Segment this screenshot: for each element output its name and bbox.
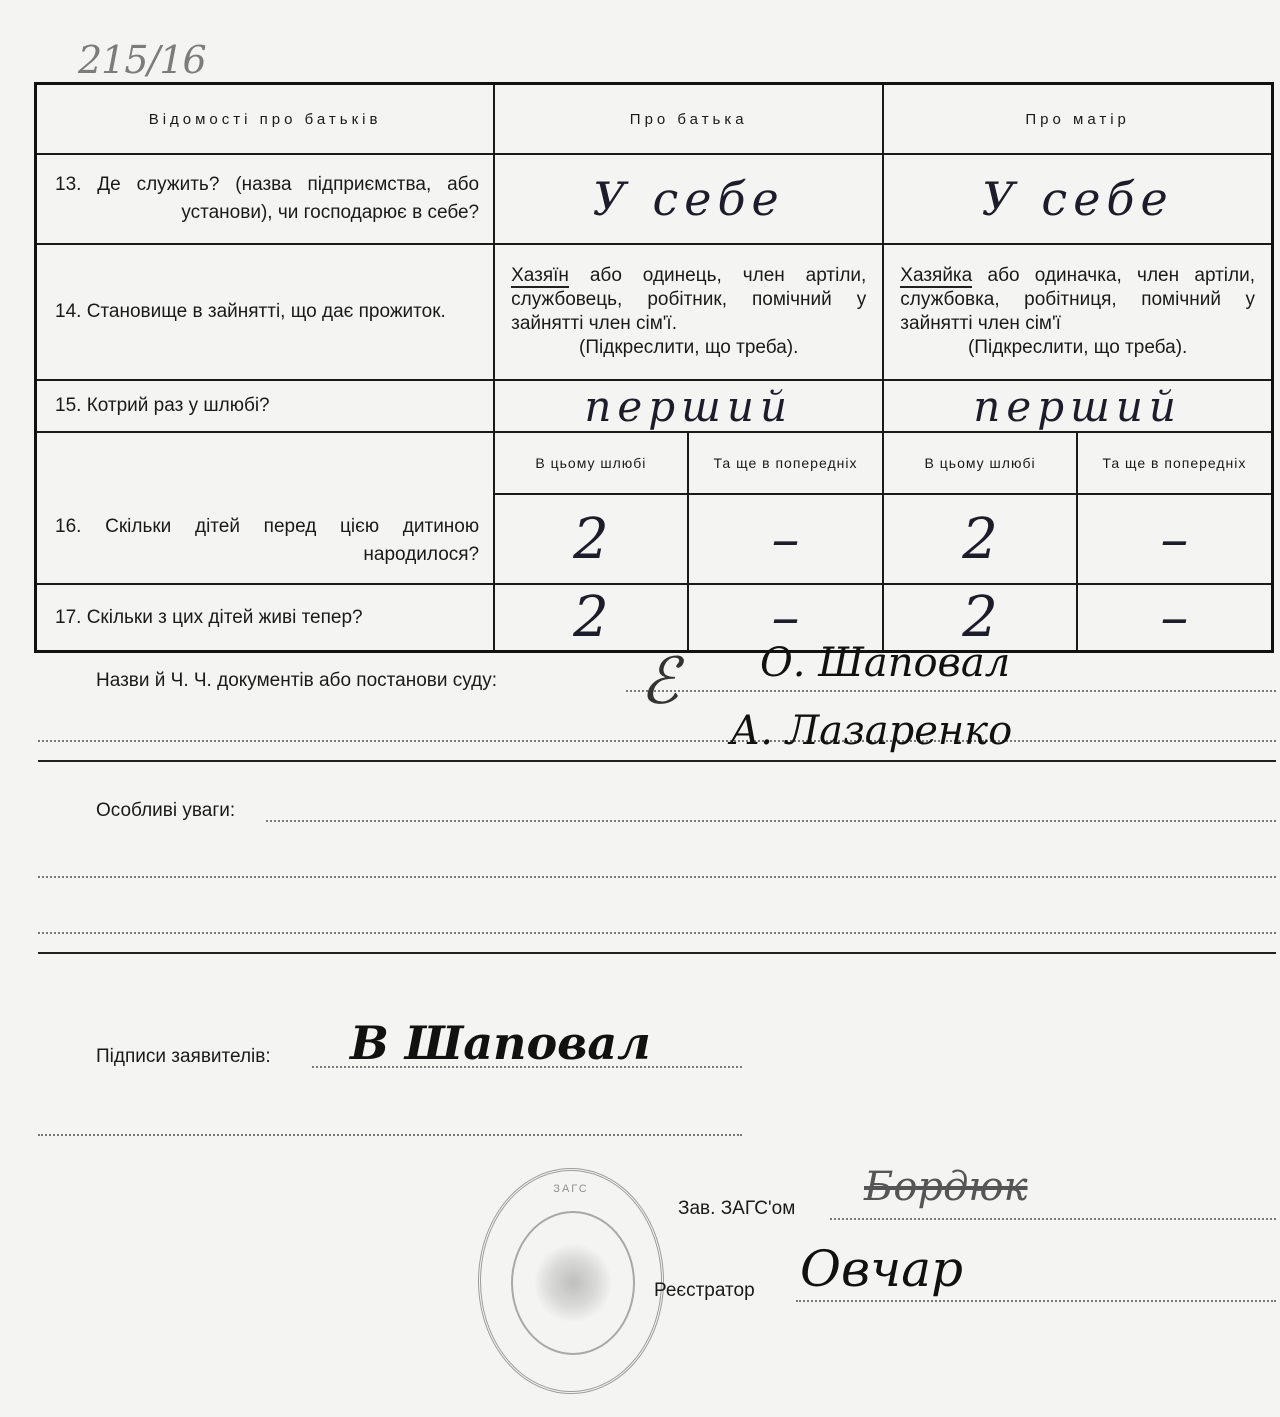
archive-number: 215/16 xyxy=(78,38,206,82)
remarks-label: Особливі уваги: xyxy=(96,800,236,821)
q14-mother-note: (Підкреслити, що треба). xyxy=(967,337,1188,358)
q14-father-text: або одинець, член артіли, службовець, робітник, помічний у зайнятті член сім'ї. xyxy=(511,265,867,334)
official-seal xyxy=(478,1168,664,1394)
q15-label: 15. Котрий раз у шлюбі? xyxy=(36,380,495,432)
documents-rule xyxy=(38,760,1276,762)
row-q13 xyxy=(36,154,1273,244)
q14-mother-selected: Хазяйка xyxy=(900,265,973,286)
zags-head-line xyxy=(830,1218,1276,1220)
documents-flourish: ℰ xyxy=(640,645,679,719)
q13-mother-answer: У себе xyxy=(883,154,1272,244)
remarks-line-3 xyxy=(38,932,1276,934)
q16-father-prev: – xyxy=(688,494,884,584)
registrar-line xyxy=(796,1300,1276,1302)
header-mother: Про матір xyxy=(883,84,1272,155)
applicants-label: Підписи заявителів: xyxy=(96,1046,271,1067)
q16-mother-sub-this: В цьому шлюбі xyxy=(883,432,1077,494)
documents-line-2 xyxy=(38,740,1276,742)
seal-text: ЗАГС xyxy=(553,1183,589,1195)
q14-father-selected: Хазяїн xyxy=(511,265,569,286)
remarks-line-1 xyxy=(266,820,1276,822)
row-q17 xyxy=(36,584,1273,652)
q14-father-note: (Підкреслити, що треба). xyxy=(579,337,799,358)
q16-mother-prev: – xyxy=(1077,494,1273,584)
documents-line-1 xyxy=(626,690,1276,692)
q15-father-answer: перший xyxy=(494,380,883,432)
q16-father-this: 2 xyxy=(494,494,688,584)
q14-father-options xyxy=(494,244,883,380)
q17-label: 17. Скільки з цих дітей живі тепер? xyxy=(36,584,495,652)
q16-father-sub-prev: Та ще в попередніх xyxy=(688,432,884,494)
q17-father-this: 2 xyxy=(494,584,688,652)
remarks-rule xyxy=(38,952,1276,954)
q15-mother-answer: перший xyxy=(883,380,1272,432)
remarks-line-2 xyxy=(38,876,1276,878)
table-header-row xyxy=(36,84,1273,155)
q14-label: 14. Становище в зайнятті, що дає прожиток. xyxy=(36,244,495,380)
documents-signature-2: А. Лазаренко xyxy=(730,708,1013,754)
q16-father-sub-this: В цьому шлюбі xyxy=(494,432,688,494)
registrar-label: Реєстратор xyxy=(654,1280,755,1301)
applicants-signature: В Шаповал xyxy=(350,1016,651,1070)
q17-father-prev: – xyxy=(688,584,884,652)
q17-mother-this: 2 xyxy=(883,584,1077,652)
q16-label: 16. Скільки дітей перед цією дитиною народилося? xyxy=(36,432,495,584)
q13-label: 13. Де служить? (назва підприємства, або установи), чи господарює в себе? xyxy=(36,154,495,244)
row-q14 xyxy=(36,244,1273,380)
row-q15 xyxy=(36,380,1273,432)
q14-mother-text: або одиначка, член артіли, службовка, робітниця, помічний у зайнятті член сім'ї xyxy=(900,265,1255,334)
zags-head-signature: Бордюк xyxy=(864,1164,1028,1210)
q14-mother-options xyxy=(883,244,1272,380)
applicants-line-2 xyxy=(38,1134,742,1136)
row-q16-subheader xyxy=(36,432,1273,494)
documents-signature-1: О. Шаповал xyxy=(760,640,1011,686)
header-father: Про батька xyxy=(494,84,883,155)
parents-info-table xyxy=(34,82,1274,653)
q17-mother-prev: – xyxy=(1077,584,1273,652)
documents-label: Назви й Ч. Ч. документів або постанови суду: xyxy=(96,670,497,691)
header-info-label: Відомості про батьків xyxy=(36,84,495,155)
q16-mother-this: 2 xyxy=(883,494,1077,584)
q13-father-answer: У себе xyxy=(494,154,883,244)
registrar-signature: Овчар xyxy=(800,1240,964,1298)
zags-head-label: Зав. ЗАГС'ом xyxy=(678,1198,796,1219)
q16-mother-sub-prev: Та ще в попередніх xyxy=(1077,432,1273,494)
